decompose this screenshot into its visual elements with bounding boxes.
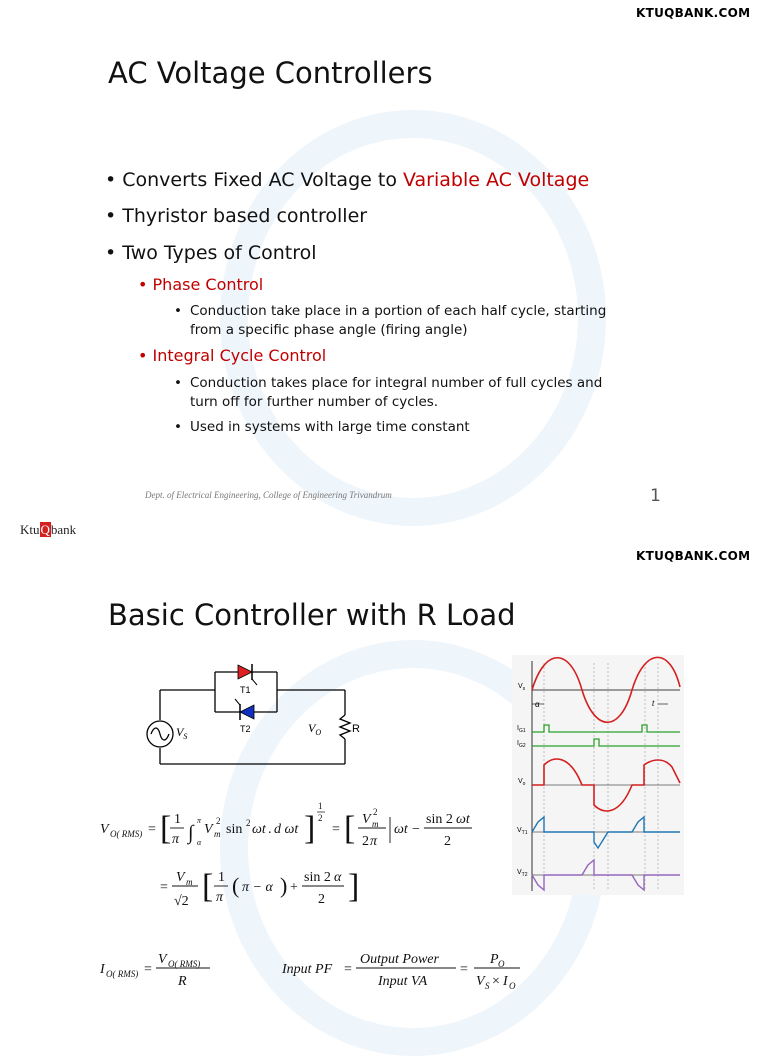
svg-text:+: + [290, 880, 298, 895]
integral-detail1-line2: turn off for further number of cycles. [190, 394, 439, 410]
bullet-thyristor [105, 205, 367, 227]
svg-text:S: S [485, 981, 490, 991]
svg-text:2: 2 [318, 892, 325, 907]
svg-text:O( RMS): O( RMS) [106, 969, 139, 979]
site-label-bottom: KTUQBANK.COM [636, 549, 751, 563]
integral-cycle-text: Integral Cycle Control [152, 346, 327, 365]
bullet-dot: • [105, 169, 123, 191]
integral-detail2-text: Used in systems with large time constant [190, 419, 470, 435]
vt1-label: $V_{T1}$ [517, 827, 528, 836]
svg-text:=: = [148, 822, 156, 837]
svg-text:2: 2 [216, 816, 221, 826]
integral-detail-2 [174, 418, 654, 437]
slide1-page-number: 1 [650, 486, 661, 506]
svg-text:Input PF: Input PF [282, 962, 333, 977]
svg-text:α: α [197, 838, 202, 847]
svg-text:sin 2: sin 2 [426, 812, 453, 827]
phase-control-detail [174, 302, 654, 340]
vt2-label: $V_{T2}$ [517, 869, 528, 878]
bullet-dot: • [105, 242, 123, 264]
phase-detail-line1: Conduction take place in a portion of each half cycle, starting [190, 303, 607, 319]
svg-text:sin: sin [226, 822, 243, 837]
svg-text:[: [ [160, 810, 172, 847]
vs-wave-label: $V_s$ [518, 683, 526, 692]
svg-text:(: ( [232, 873, 240, 898]
svg-text:]: ] [348, 868, 360, 905]
bullet-converts-text: Converts Fixed AC Voltage to [122, 169, 403, 191]
svg-text:ωt: ωt [252, 822, 266, 837]
ktuqbank-logo [20, 522, 76, 538]
svg-text:.: . [268, 822, 272, 837]
svg-text:V: V [476, 974, 485, 989]
svg-text:m: m [214, 829, 221, 839]
svg-text:m: m [186, 877, 193, 887]
ig2-label: $I_{G2}$ [517, 740, 526, 749]
bullet-dot: • [138, 275, 153, 294]
t1-label: T1 [240, 685, 251, 695]
svg-text:2: 2 [444, 834, 451, 849]
svg-text:π − α: π − α [242, 880, 273, 895]
logo-prefix: Ktu [20, 522, 40, 537]
sub-bullet-integral-cycle [138, 346, 326, 365]
equation-vo-rms [100, 795, 480, 920]
svg-text:1: 1 [218, 870, 225, 885]
svg-text:1: 1 [174, 812, 181, 827]
logo-q: Q [40, 522, 50, 537]
svg-text:I: I [100, 962, 105, 977]
vo-label: $V_O$ [308, 721, 322, 737]
resistor-symbol [340, 715, 350, 739]
site-label-top: KTUQBANK.COM [636, 6, 751, 20]
svg-text:): ) [280, 873, 288, 898]
svg-text:[: [ [344, 810, 356, 847]
svg-text:V: V [362, 812, 371, 827]
bullet-dot: • [105, 205, 123, 227]
svg-text:−: − [412, 822, 420, 837]
svg-text:1: 1 [318, 801, 323, 811]
svg-text:Output Power: Output Power [360, 952, 439, 967]
bullet-converts-highlight: Variable AC Voltage [402, 169, 590, 191]
t2-label: T2 [240, 724, 251, 734]
ig1-label: $I_{G1}$ [517, 725, 526, 734]
svg-text:R: R [178, 974, 187, 989]
bullet-two-types-text: Two Types of Control [122, 242, 317, 264]
svg-text:V: V [100, 822, 109, 837]
svg-text:P: P [490, 952, 499, 967]
svg-text:ωt: ωt [456, 812, 470, 827]
svg-text:=: = [144, 962, 152, 977]
svg-text:V: V [204, 822, 213, 837]
sine-glyph [151, 728, 169, 740]
r-label: R [352, 723, 360, 735]
svg-text:π: π [216, 890, 224, 905]
svg-text:Input VA: Input VA [378, 974, 428, 989]
integral-detail1-line1: Conduction takes place for integral number of full cycles and [190, 375, 603, 391]
t-label: t [652, 699, 655, 708]
thyristor-t1 [238, 664, 257, 685]
slide1-footer: Dept. of Electrical Engineering, College of Engineering Trivandrum [145, 490, 392, 500]
bullet-converts [105, 169, 589, 191]
svg-text:d ωt: d ωt [274, 822, 299, 837]
bullet-two-types [105, 242, 317, 264]
svg-text:m: m [372, 819, 379, 829]
integral-detail-1 [174, 374, 654, 412]
circuit-diagram [140, 660, 370, 770]
svg-text:=: = [344, 962, 352, 977]
bullet-dot: • [174, 375, 182, 391]
svg-text:×: × [492, 974, 500, 989]
svg-text:π: π [172, 832, 180, 847]
svg-text:O: O [509, 981, 516, 991]
svg-text:2: 2 [373, 807, 378, 817]
svg-text:2: 2 [362, 834, 369, 849]
svg-text:π: π [197, 816, 202, 825]
svg-text:=: = [460, 962, 468, 977]
svg-text:O( RMS): O( RMS) [168, 959, 201, 969]
bullet-dot: • [174, 303, 182, 319]
svg-text:ωt: ωt [394, 822, 408, 837]
bullet-dot: • [138, 346, 153, 365]
phase-control-text: Phase Control [152, 275, 264, 294]
bullet-dot: • [174, 419, 182, 435]
svg-text:]: ] [304, 810, 316, 847]
svg-text:π: π [370, 834, 378, 849]
svg-text:=: = [332, 822, 340, 837]
svg-text:sin 2: sin 2 [304, 870, 331, 885]
phase-detail-line2: from a specific phase angle (firing angle) [190, 322, 468, 338]
svg-text:∫: ∫ [188, 822, 194, 844]
svg-text:√2: √2 [174, 894, 189, 909]
svg-text:V: V [158, 952, 167, 967]
svg-text:I: I [503, 974, 508, 989]
slide1-title: AC Voltage Controllers [108, 56, 433, 90]
slide2-title: Basic Controller with R Load [108, 598, 516, 632]
svg-text:2: 2 [246, 818, 251, 828]
logo-suffix: bank [50, 522, 77, 537]
svg-text:2: 2 [318, 813, 323, 823]
waveform-diagram [512, 655, 684, 895]
svg-text:O: O [498, 959, 505, 969]
svg-text:V: V [176, 870, 185, 885]
svg-text:[: [ [202, 868, 214, 905]
svg-text:=: = [160, 880, 168, 895]
equation-io-and-pf [100, 945, 540, 1000]
bullet-thyristor-text: Thyristor based controller [122, 205, 368, 227]
sub-bullet-phase-control [138, 275, 263, 294]
alpha-label: α [535, 700, 540, 709]
svg-text:α: α [334, 870, 342, 885]
thyristor-t2 [235, 699, 254, 720]
vs-label: $V_S$ [176, 725, 188, 741]
vo-wave-label: $V_o$ [518, 778, 526, 787]
svg-text:O( RMS): O( RMS) [110, 829, 143, 839]
